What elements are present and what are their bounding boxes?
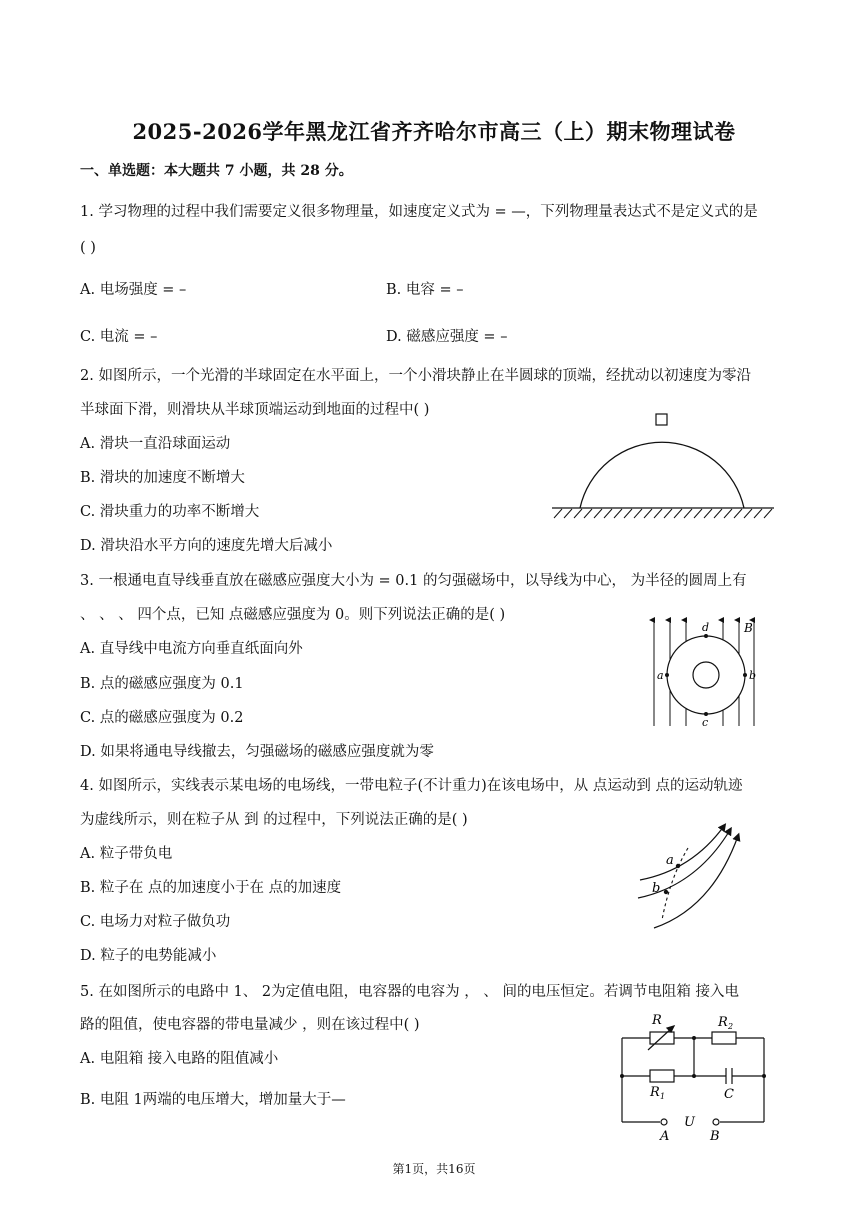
q2-option-d: D. 滑块沿水平方向的速度先增大后减小: [80, 538, 333, 554]
circuit-figure: [612, 1008, 772, 1144]
q3-stem-line1: 3. 一根通电直导线垂直放在磁感应强度大小为 = 0.1 的匀强磁场中，以导线为中心， 为半径的圆周上有: [80, 573, 747, 589]
section-heading: 一、单选题：本大题共 7 小题，共 28 分。: [80, 163, 353, 179]
q4-stem-line2: 为虚线所示，则在粒子从 到 的过程中，下列说法正确的是( ): [80, 812, 468, 828]
fig-point-b-label: b: [652, 881, 661, 896]
label-C: C: [724, 1087, 734, 1102]
q1-stem-line1: 1. 学习物理的过程中我们需要定义很多物理量，如速度定义式为 = —，下列物理量表达式不是定义式的是: [80, 204, 758, 220]
fig-label-B: B: [744, 621, 753, 635]
q3-stem-line2: 、 、 、 四个点，已知 点磁感应强度为 0。则下列说法正确的是( ): [80, 607, 506, 623]
q2-stem-line2: 半球面下滑，则滑块从半球顶端运动到地面的过程中( ): [80, 402, 430, 418]
q4-option-a: A. 粒子带负电: [80, 846, 173, 862]
q1-stem-line2: ( ): [80, 240, 96, 256]
label-B: B: [710, 1129, 720, 1144]
page-footer: 第1页，共16页: [392, 1162, 476, 1176]
q5-option-b: B. 电阻 1两端的电压增大，增加量大于—: [80, 1092, 346, 1108]
label-R2: R: [718, 1015, 728, 1030]
q1-option-c: C. 电流 = –: [80, 329, 158, 345]
q3-option-b: B. 点的磁感应强度为 0.1: [80, 676, 244, 692]
q1-option-a: A. 电场强度 = –: [80, 282, 187, 298]
label-A: A: [660, 1129, 670, 1144]
fig-label-d: d: [702, 621, 710, 634]
label-R1: R: [650, 1085, 660, 1100]
electric-field-figure: [632, 820, 752, 932]
label-R2-sub: 2: [728, 1022, 734, 1031]
q5-stem-line1: 5. 在如图所示的电路中 1、 2为定值电阻，电容器的电容为 ， 、 间的电压恒定。若调节电阻箱 接入电: [80, 984, 740, 1000]
label-R1-sub: 1: [660, 1092, 666, 1101]
q1-option-b: B. 电容 = –: [386, 282, 464, 298]
fig-label-a: a: [657, 669, 664, 682]
q2-option-b: B. 滑块的加速度不断增大: [80, 470, 245, 486]
q3-option-c: C. 点的磁感应强度为 0.2: [80, 710, 244, 726]
q3-option-d: D. 如果将通电导线撤去，匀强磁场的磁感应强度就为零: [80, 744, 434, 760]
q5-stem-line2: 路的阻值，使电容器的带电量减少 ，则在该过程中( ): [80, 1017, 420, 1033]
fig-point-a-label: a: [666, 853, 674, 868]
fig-label-b: b: [749, 669, 757, 682]
q4-stem-line1: 4. 如图所示，实线表示某电场的电场线，一带电粒子(不计重力)在该电场中，从 点运动到 点的运动轨迹: [80, 778, 743, 794]
label-U: U: [684, 1115, 695, 1130]
q2-option-a: A. 滑块一直沿球面运动: [80, 436, 231, 452]
hemisphere-figure: [548, 408, 780, 524]
magnetic-field-figure: [640, 614, 770, 730]
q1-option-d: D. 磁感应强度 = –: [386, 329, 508, 345]
q4-option-d: D. 粒子的电势能减小: [80, 948, 217, 964]
q4-option-c: C. 电场力对粒子做负功: [80, 914, 231, 930]
q3-option-a: A. 直导线中电流方向垂直纸面向外: [80, 641, 303, 657]
q2-option-c: C. 滑块重力的功率不断增大: [80, 504, 260, 520]
q2-stem-line1: 2. 如图所示，一个光滑的半球固定在水平面上，一个小滑块静止在半圆球的顶端，经扰动以初速度为零沿: [80, 368, 751, 384]
q4-option-b: B. 粒子在 点的加速度小于在 点的加速度: [80, 880, 342, 896]
page-title: 2025-2026学年黑龙江省齐齐哈尔市高三（上）期末物理试卷: [132, 119, 736, 144]
q5-option-a: A. 电阻箱 接入电路的阻值减小: [80, 1051, 279, 1067]
fig-label-c: c: [702, 716, 709, 729]
label-R: R: [652, 1013, 662, 1028]
